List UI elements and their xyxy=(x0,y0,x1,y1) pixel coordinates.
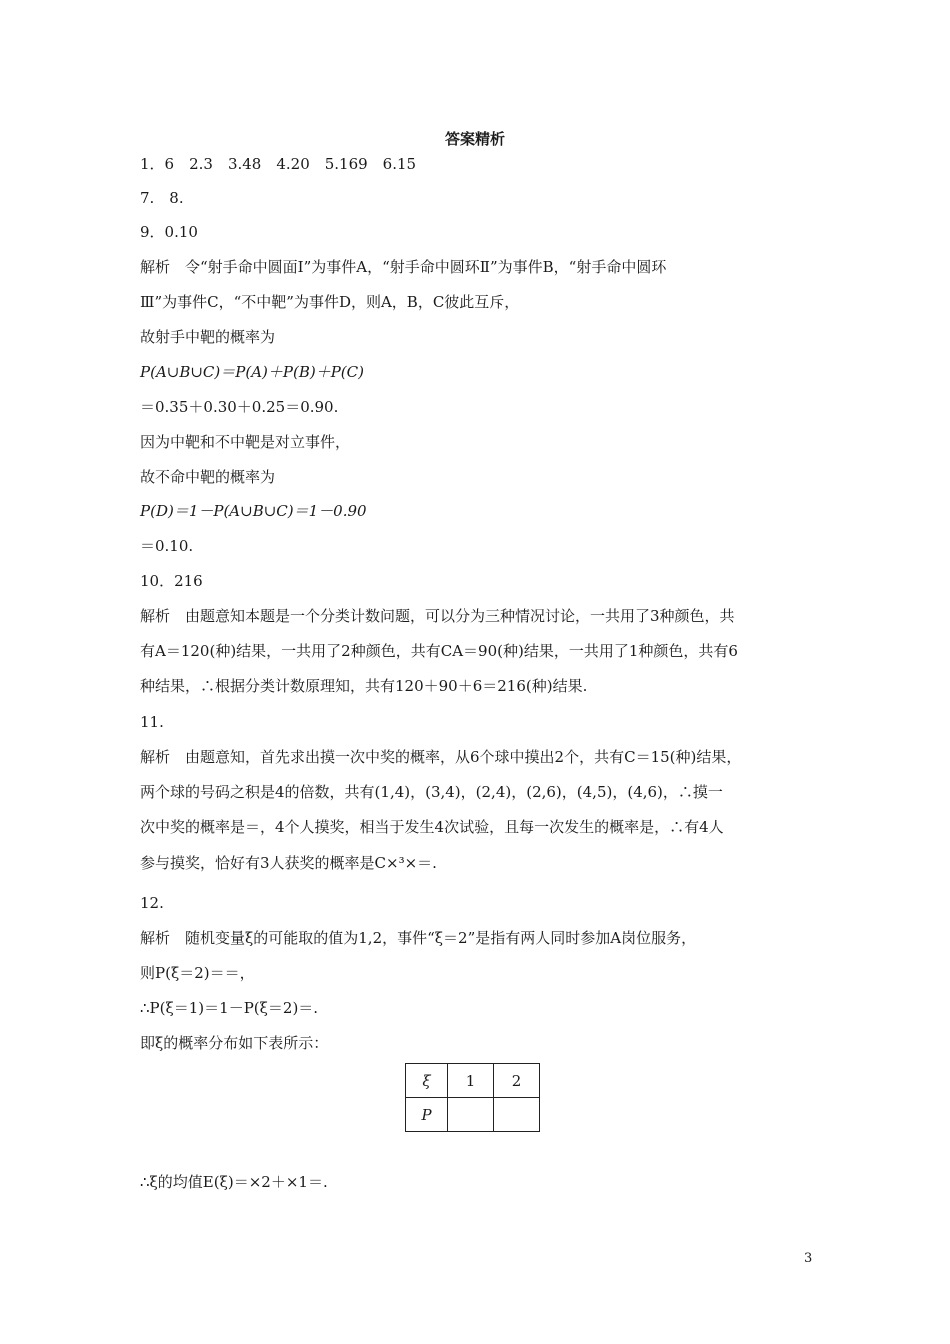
answer-line: 参与摸奖，恰好有3人获奖的概率是C×³×＝. xyxy=(140,854,437,872)
answer-line: 两个球的号码之积是4的倍数，共有(1,4)，(3,4)，(2,4)，(2,6)，(4,5)，(4,6)，∴摸一 xyxy=(140,783,723,801)
answer-line: 解析 由题意知本题是一个分类计数问题，可以分为三种情况讨论，一共用了3种颜色，共 xyxy=(140,607,735,625)
answer-line: Ⅲ”为事件C，“不中靶”为事件D，则A，B，C彼此互斥， xyxy=(140,293,520,311)
answer-line: 解析 随机变量ξ的可能取的值为1,2，事件“ξ＝2”是指有两人同时参加A岗位服务， xyxy=(140,929,697,947)
distribution-table xyxy=(405,1063,540,1132)
table-cell: 1 xyxy=(448,1064,494,1098)
answer-line: 故射手中靶的概率为 xyxy=(140,328,276,346)
table-row xyxy=(406,1064,540,1098)
answer-line: 9．0.10 xyxy=(140,223,198,241)
formula-line: ∴P(ξ＝1)＝1－P(ξ＝2)＝. xyxy=(140,999,319,1017)
answer-line: 12. xyxy=(140,894,164,912)
table-cell xyxy=(494,1098,540,1132)
answer-line: 11. xyxy=(140,713,164,731)
page-number: 3 xyxy=(804,1251,813,1266)
table-cell: P xyxy=(406,1098,448,1132)
answer-line: 7. 8. xyxy=(140,189,184,207)
answer-line: 有A＝120(种)结果，一共用了2种颜色，共有CA＝90(种)结果，一共用了1种颜色，共有6 xyxy=(140,642,738,660)
answer-line: 即ξ的概率分布如下表所示： xyxy=(140,1034,329,1052)
answer-line: 因为中靶和不中靶是对立事件， xyxy=(140,433,351,451)
table-cell xyxy=(448,1098,494,1132)
formula-line: ＝0.10. xyxy=(140,537,194,555)
formula-line: 则P(ξ＝2)＝＝， xyxy=(140,964,255,982)
page-title: 答案精析 xyxy=(444,130,505,148)
answer-line: 次中奖的概率是＝，4个人摸奖，相当于发生4次试验，且每一次发生的概率是，∴有4人 xyxy=(140,818,724,836)
answer-line: 解析 令“射手命中圆面Ⅰ”为事件A，“射手命中圆环Ⅱ”为事件B，“射手命中圆环 xyxy=(140,258,667,276)
answer-line: 种结果，∴根据分类计数原理知，共有120＋90＋6＝216(种)结果. xyxy=(140,677,588,695)
table-cell: ξ xyxy=(406,1064,448,1098)
table-cell: 2 xyxy=(494,1064,540,1098)
formula-line: ＝0.35＋0.30＋0.25＝0.90. xyxy=(140,398,339,416)
answer-line: 1．6 2.3 3.48 4.20 5.169 6.15 xyxy=(140,155,417,173)
answer-line: 解析 由题意知，首先求出摸一次中奖的概率，从6个球中摸出2个，共有C＝15(种)结果， xyxy=(140,748,742,766)
answer-line: 故不命中靶的概率为 xyxy=(140,468,276,486)
formula-line: P(D)＝1－P(A∪B∪C)＝1－0.90 xyxy=(140,502,367,520)
answer-line: 10．216 xyxy=(140,572,203,590)
final-formula-line: ∴ξ的均值E(ξ)＝×2＋×1＝. xyxy=(140,1173,328,1191)
formula-line: P(A∪B∪C)＝P(A)＋P(B)＋P(C) xyxy=(140,363,364,381)
table-row xyxy=(406,1098,540,1132)
